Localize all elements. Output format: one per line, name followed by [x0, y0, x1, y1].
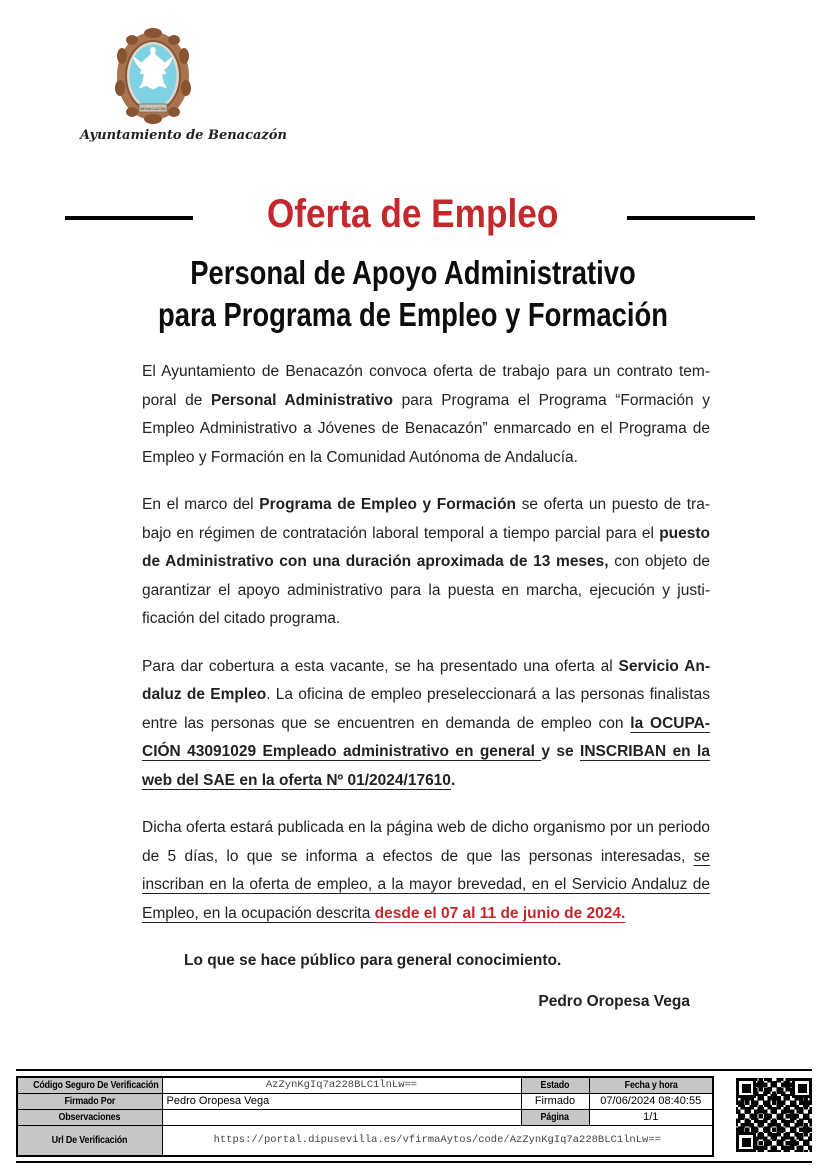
- text-run: para Programa el Programa “Formación y Empleo Administrativo a Jóvenes de Benacazón” enmarcado en el Programa de Empleo y Formación en la Comunidad Autónoma de Andalucía.: [142, 391, 710, 466]
- fecha-value-cell: 07/06/2024 08:40:55: [589, 1094, 713, 1110]
- text-run: Servicio Andaluz de Empleo: [142, 657, 710, 703]
- text-run: Personal Administrativo: [210, 391, 393, 409]
- text-run: se oferta un puesto de trabajo en régimen de contratación laboral temporal a tiempo parcial para el: [142, 496, 711, 542]
- text-run: El Ayuntamiento de Benacazón convoca oferta de trabajo para un contrato temporal de: [142, 363, 710, 409]
- coat-of-arms-logo: [114, 28, 192, 124]
- page-title: [0, 194, 826, 234]
- text-run: con objeto de garantizar el apoyo administrativo para la puesta en marcha, ejecución y justificación del citado programa.: [142, 553, 710, 627]
- text-run: y se: [541, 743, 581, 760]
- table-row: [17, 1110, 713, 1126]
- subtitle-line-1: Personal de Apoyo Administrativo: [190, 254, 636, 291]
- estado-header-cell: Estado: [521, 1077, 589, 1094]
- text-run: se inscriban en la oferta de empleo, a la mayor brevedad, en el Servicio Andaluz de Empleo, en la ocupación descrita: [142, 847, 710, 922]
- table-row: [17, 1077, 713, 1094]
- firmado-label-cell: Firmado Por: [17, 1094, 162, 1110]
- qr-finder-icon: [792, 1078, 812, 1098]
- csv-label-cell: Código Seguro De Verificación: [17, 1077, 162, 1094]
- text-run: Dicha oferta estará publicada en la página web de dicho organismo por un periodo de 5 días, lo que se informa a efectos de que las personas interesadas,: [142, 819, 710, 865]
- logo-caption: Ayuntamiento de Benacazón: [80, 128, 287, 143]
- text-run: Para dar cobertura a esta vacante, se ha presentado una oferta al: [142, 657, 619, 675]
- csv-value-cell: AzZynKgIq7a228BLC1lnLw==: [162, 1077, 521, 1094]
- paragraph-3: [142, 653, 710, 796]
- text-run: . La oficina de empleo preseleccionará a las personas finalistas entre las personas que se encuentren en demanda de empleo con: [142, 686, 710, 732]
- estado-value-cell: Firmado: [521, 1094, 589, 1110]
- text-run: En el marco del: [142, 496, 260, 513]
- signature-name: Pedro Oropesa Vega: [538, 992, 690, 1010]
- text-run: .: [450, 771, 456, 789]
- pagina-value-cell: 1/1: [589, 1110, 713, 1126]
- firmado-value-cell: Pedro Oropesa Vega: [162, 1094, 521, 1110]
- observaciones-value-cell: [162, 1110, 521, 1126]
- pagina-label-cell: Página: [521, 1110, 589, 1126]
- logo: [80, 28, 300, 143]
- text-run: puesto de Administrativo con una duración aproximada de 13 meses,: [142, 524, 710, 570]
- paragraph-2: [142, 491, 710, 634]
- text-run: Programa de Empleo y Formación: [259, 496, 517, 513]
- page-title-text: Oferta de Empleo: [267, 192, 559, 236]
- logo-plaque-text: BENACAZÓN: [140, 106, 166, 111]
- verification-footer: [16, 1069, 812, 1163]
- observaciones-label-cell: Observaciones: [17, 1110, 162, 1126]
- table-row: [17, 1126, 713, 1156]
- document-subtitle: [0, 252, 826, 336]
- text-run: la OCUPACIÓN 43091029 Empleado administrativo en general: [142, 714, 711, 760]
- qr-code: [736, 1078, 812, 1152]
- document-body: [142, 358, 710, 1016]
- text-run: INSCRIBAN en la web del SAE en la oferta Nº 01/2024/17610: [142, 743, 710, 789]
- qr-finder-icon: [736, 1078, 756, 1098]
- qr-finder-icon: [736, 1132, 756, 1152]
- paragraph-4: [142, 814, 710, 928]
- verification-table: [16, 1076, 714, 1157]
- url-value-cell: https://portal.dipusevilla.es/vfirmaAytos/code/AzZynKgIq7a228BLC1lnLw==: [162, 1126, 713, 1156]
- subtitle-line-2: para Programa de Empleo y Formación: [158, 296, 668, 333]
- text-run: desde el 07 al 11 de junio de 2024.: [374, 904, 626, 922]
- closing-statement: Lo que se hace público para general conocimiento.: [184, 952, 562, 969]
- table-row: [17, 1094, 713, 1110]
- fecha-header-cell: Fecha y hora: [589, 1077, 713, 1094]
- paragraph-1: [142, 358, 710, 472]
- url-label-cell: Url De Verificación: [17, 1126, 162, 1156]
